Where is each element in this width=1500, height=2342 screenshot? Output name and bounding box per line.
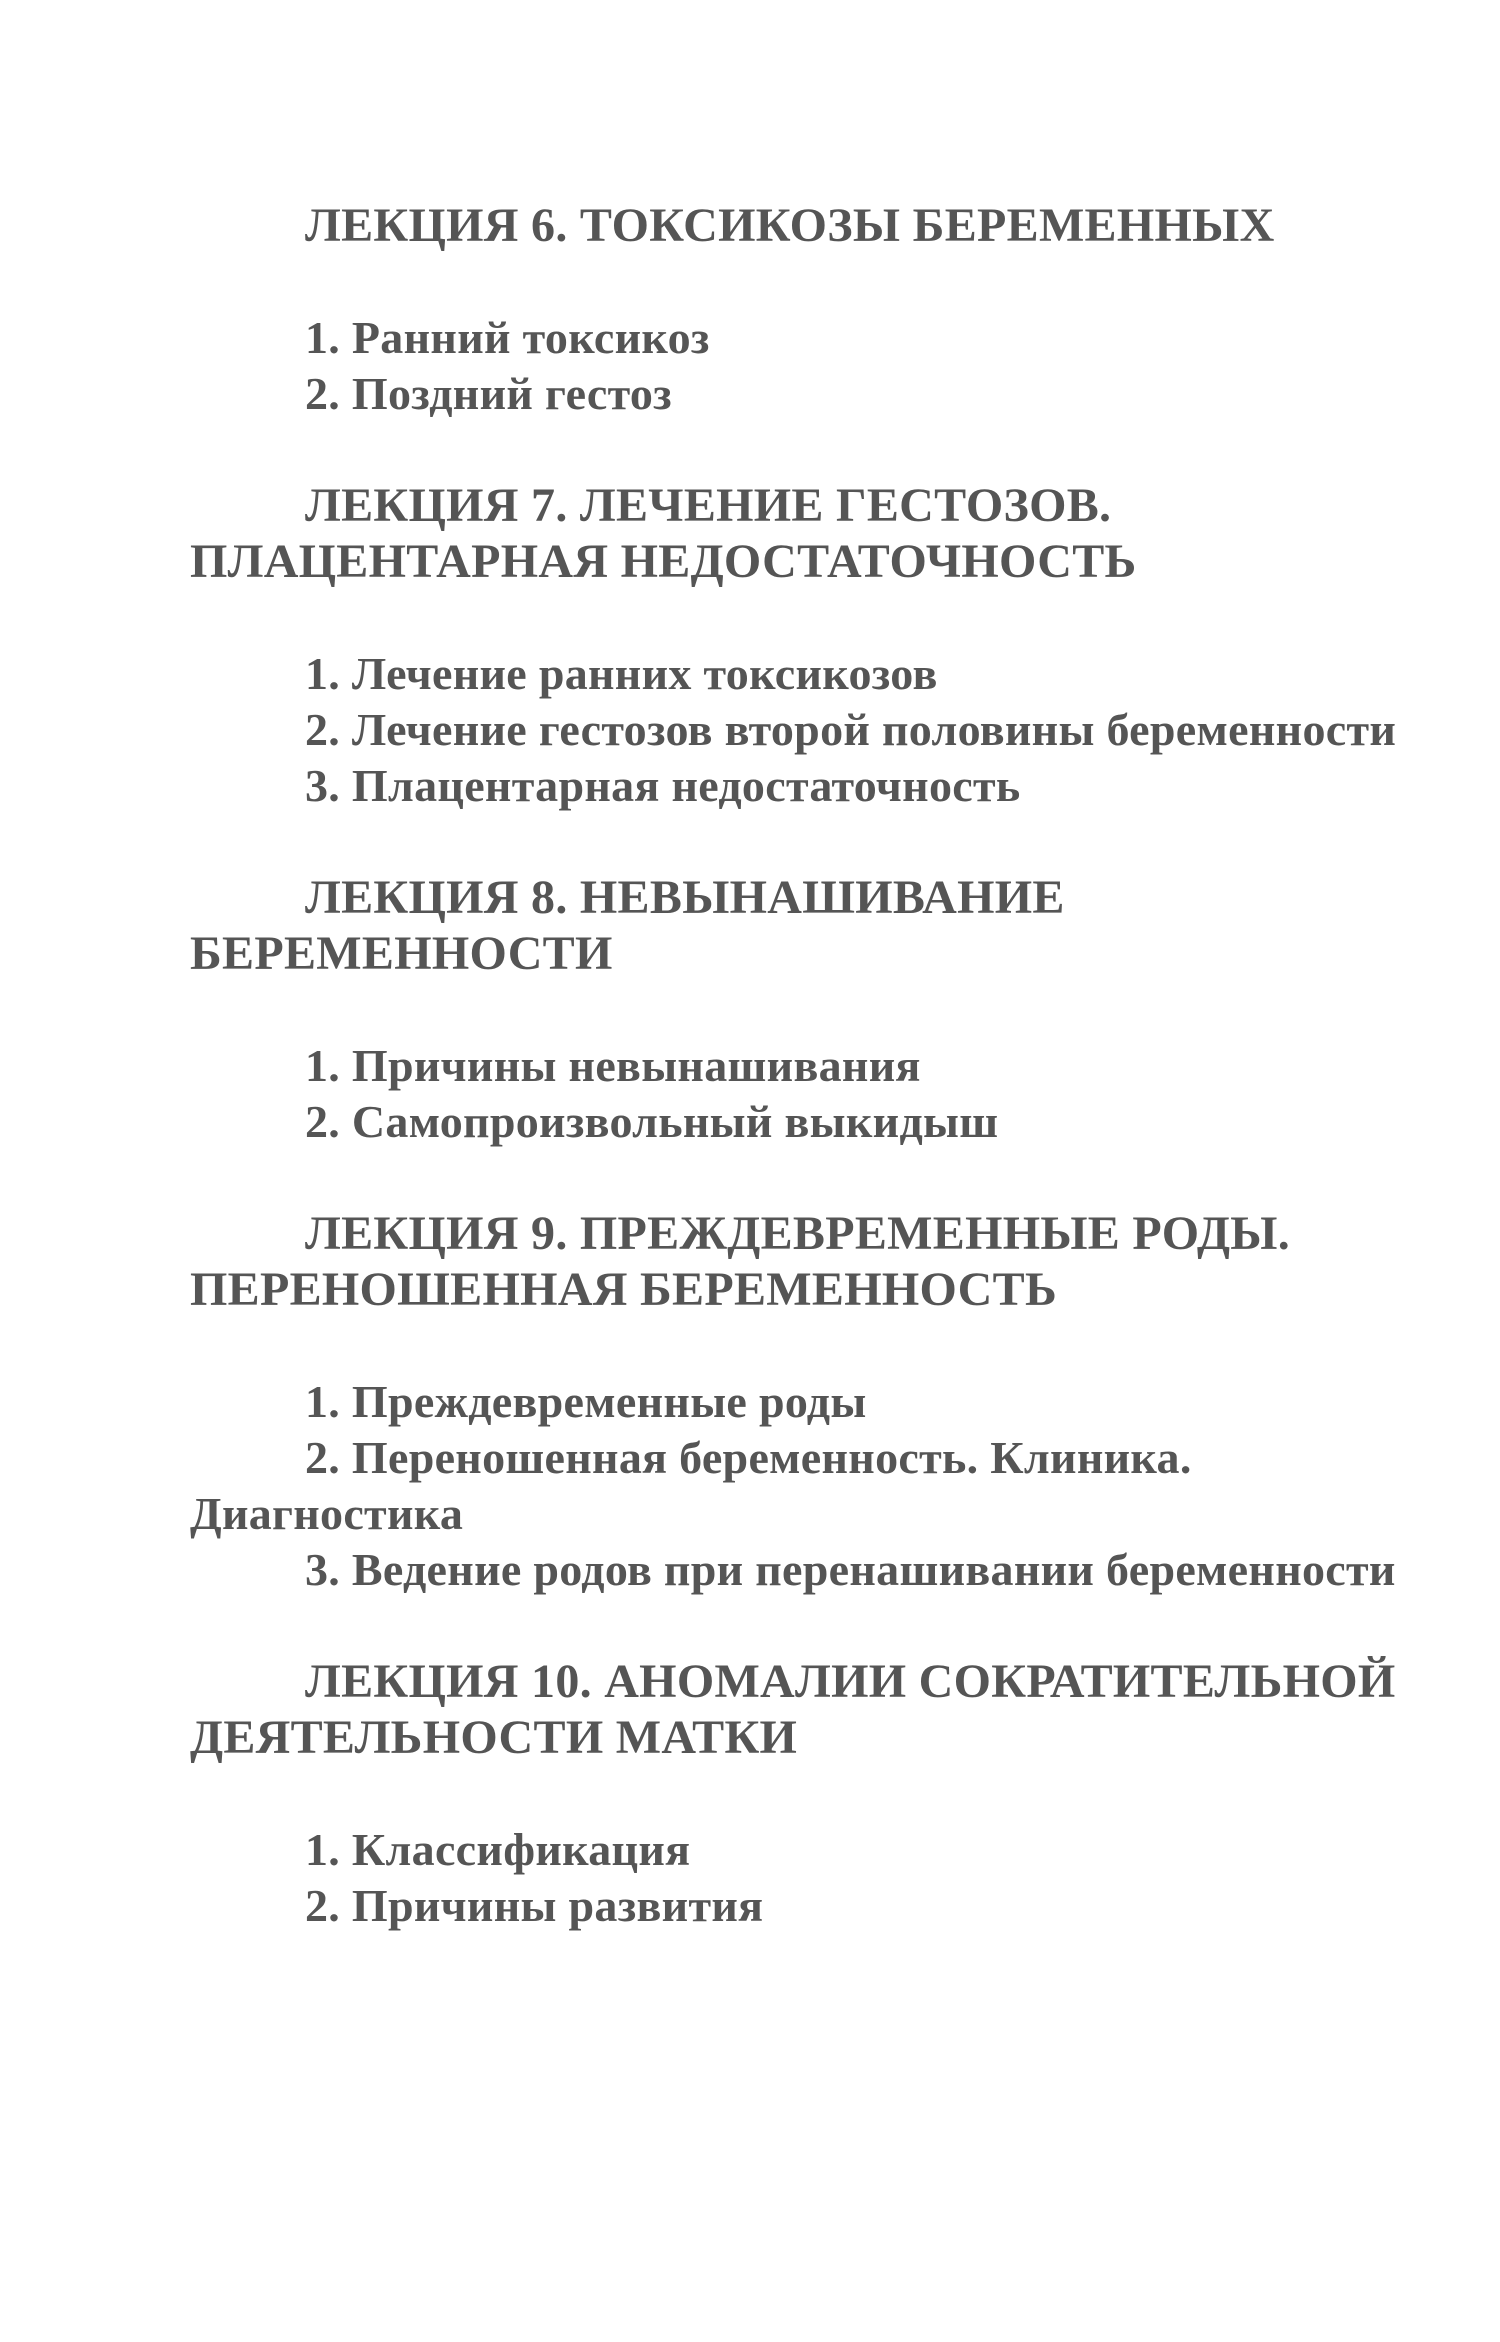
lecture-7 xyxy=(190,478,1420,814)
lecture-10-topics xyxy=(190,1822,1420,1934)
lecture-6-title: ЛЕКЦИЯ 6. ТОКСИКОЗЫ БЕРЕМЕННЫХ xyxy=(305,199,1275,252)
lecture-6 xyxy=(190,198,1420,422)
lecture-6-topics xyxy=(190,310,1420,422)
lecture-10-topic-1: 1. Классификация xyxy=(305,1824,691,1875)
lecture-10-topic-2: 2. Причины развития xyxy=(305,1880,764,1931)
lecture-10-title: ЛЕКЦИЯ 10. АНОМАЛИИ СОКРАТИТЕЛЬНОЙ ДЕЯТЕЛЬНОСТИ МАТКИ xyxy=(190,1655,1396,1764)
lecture-7-topic-1: 1. Лечение ранних токсикозов xyxy=(305,648,938,699)
lecture-6-topic-2: 2. Поздний гестоз xyxy=(305,368,672,419)
lecture-9-topics xyxy=(190,1374,1420,1598)
lecture-8-title: ЛЕКЦИЯ 8. НЕВЫНАШИВАНИЕ БЕРЕМЕННОСТИ xyxy=(190,871,1065,980)
lecture-8-topics xyxy=(190,1038,1420,1150)
lecture-9 xyxy=(190,1206,1420,1598)
lecture-9-topic-1: 1. Преждевременные роды xyxy=(305,1376,867,1427)
lecture-8-topic-1: 1. Причины невынашивания xyxy=(305,1040,921,1091)
lecture-outline xyxy=(190,198,1420,1990)
lecture-9-title: ЛЕКЦИЯ 9. ПРЕЖДЕВРЕМЕННЫЕ РОДЫ. ПЕРЕНОШЕННАЯ БЕРЕМЕННОСТЬ xyxy=(190,1207,1291,1316)
lecture-7-topics xyxy=(190,646,1420,814)
lecture-7-title: ЛЕКЦИЯ 7. ЛЕЧЕНИЕ ГЕСТОЗОВ. ПЛАЦЕНТАРНАЯ НЕДОСТАТОЧНОСТЬ xyxy=(190,479,1137,588)
lecture-8 xyxy=(190,870,1420,1150)
lecture-9-topic-3: 3. Ведение родов при перенашивании беременности xyxy=(305,1544,1396,1595)
lecture-9-topic-2: 2. Переношенная беременность. Клиника. Диагностика xyxy=(190,1432,1192,1539)
lecture-10 xyxy=(190,1654,1420,1934)
lecture-7-topic-3: 3. Плацентарная недостаточность xyxy=(305,760,1021,811)
lecture-8-topic-2: 2. Самопроизвольный выкидыш xyxy=(305,1096,999,1147)
lecture-7-topic-2: 2. Лечение гестозов второй половины беременности xyxy=(305,704,1397,755)
lecture-6-topic-1: 1. Ранний токсикоз xyxy=(305,312,710,363)
